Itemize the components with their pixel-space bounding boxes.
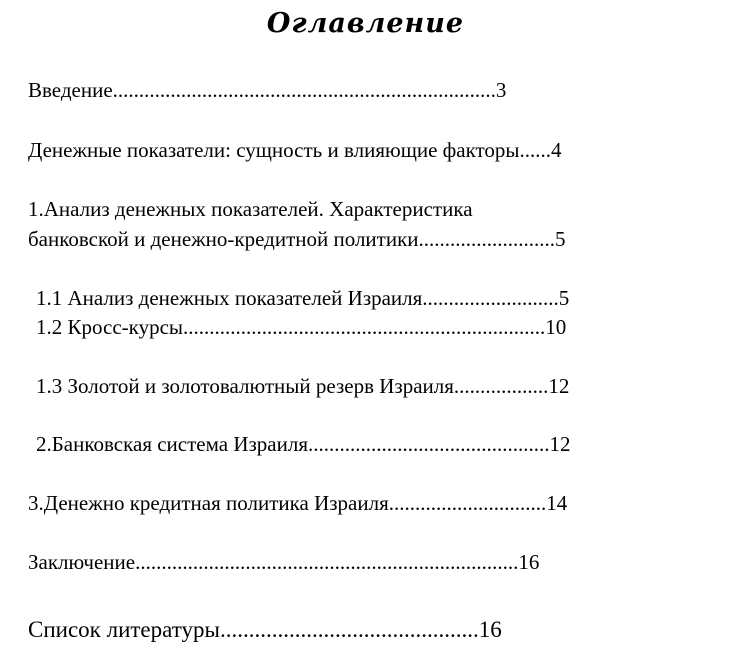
toc-entry-chapter-1-line-2: банковской и денежно-кредитной политики..........................5 — [28, 227, 566, 251]
toc-entry-chapter-3: 3.Денежно кредитная политика Израиля..............................14 — [28, 491, 568, 515]
toc-entry-introduction: Введение.........................................................................3 — [28, 78, 507, 102]
toc-title: Оглавление — [266, 8, 465, 39]
toc-entry-monetary-indicators: Денежные показатели: сущность и влияющие факторы......4 — [28, 138, 562, 162]
toc-entry-chapter-2: 2.Банковская система Израиля..............................................12 — [36, 432, 571, 456]
toc-entry-chapter-1-line-1: 1.Анализ денежных показателей. Характеристика — [28, 197, 473, 221]
toc-entry-section-1-2: 1.2 Кросс-курсы.....................................................................10 — [36, 315, 567, 339]
toc-entry-bibliography: Список литературы.............................................16 — [28, 617, 502, 642]
toc-entry-section-1-1: 1.1 Анализ денежных показателей Израиля..........................5 — [36, 286, 570, 310]
toc-entry-conclusion: Заключение.........................................................................16 — [28, 550, 540, 574]
toc-entry-section-1-3: 1.3 Золотой и золотовалютный резерв Израиля..................12 — [36, 374, 570, 398]
